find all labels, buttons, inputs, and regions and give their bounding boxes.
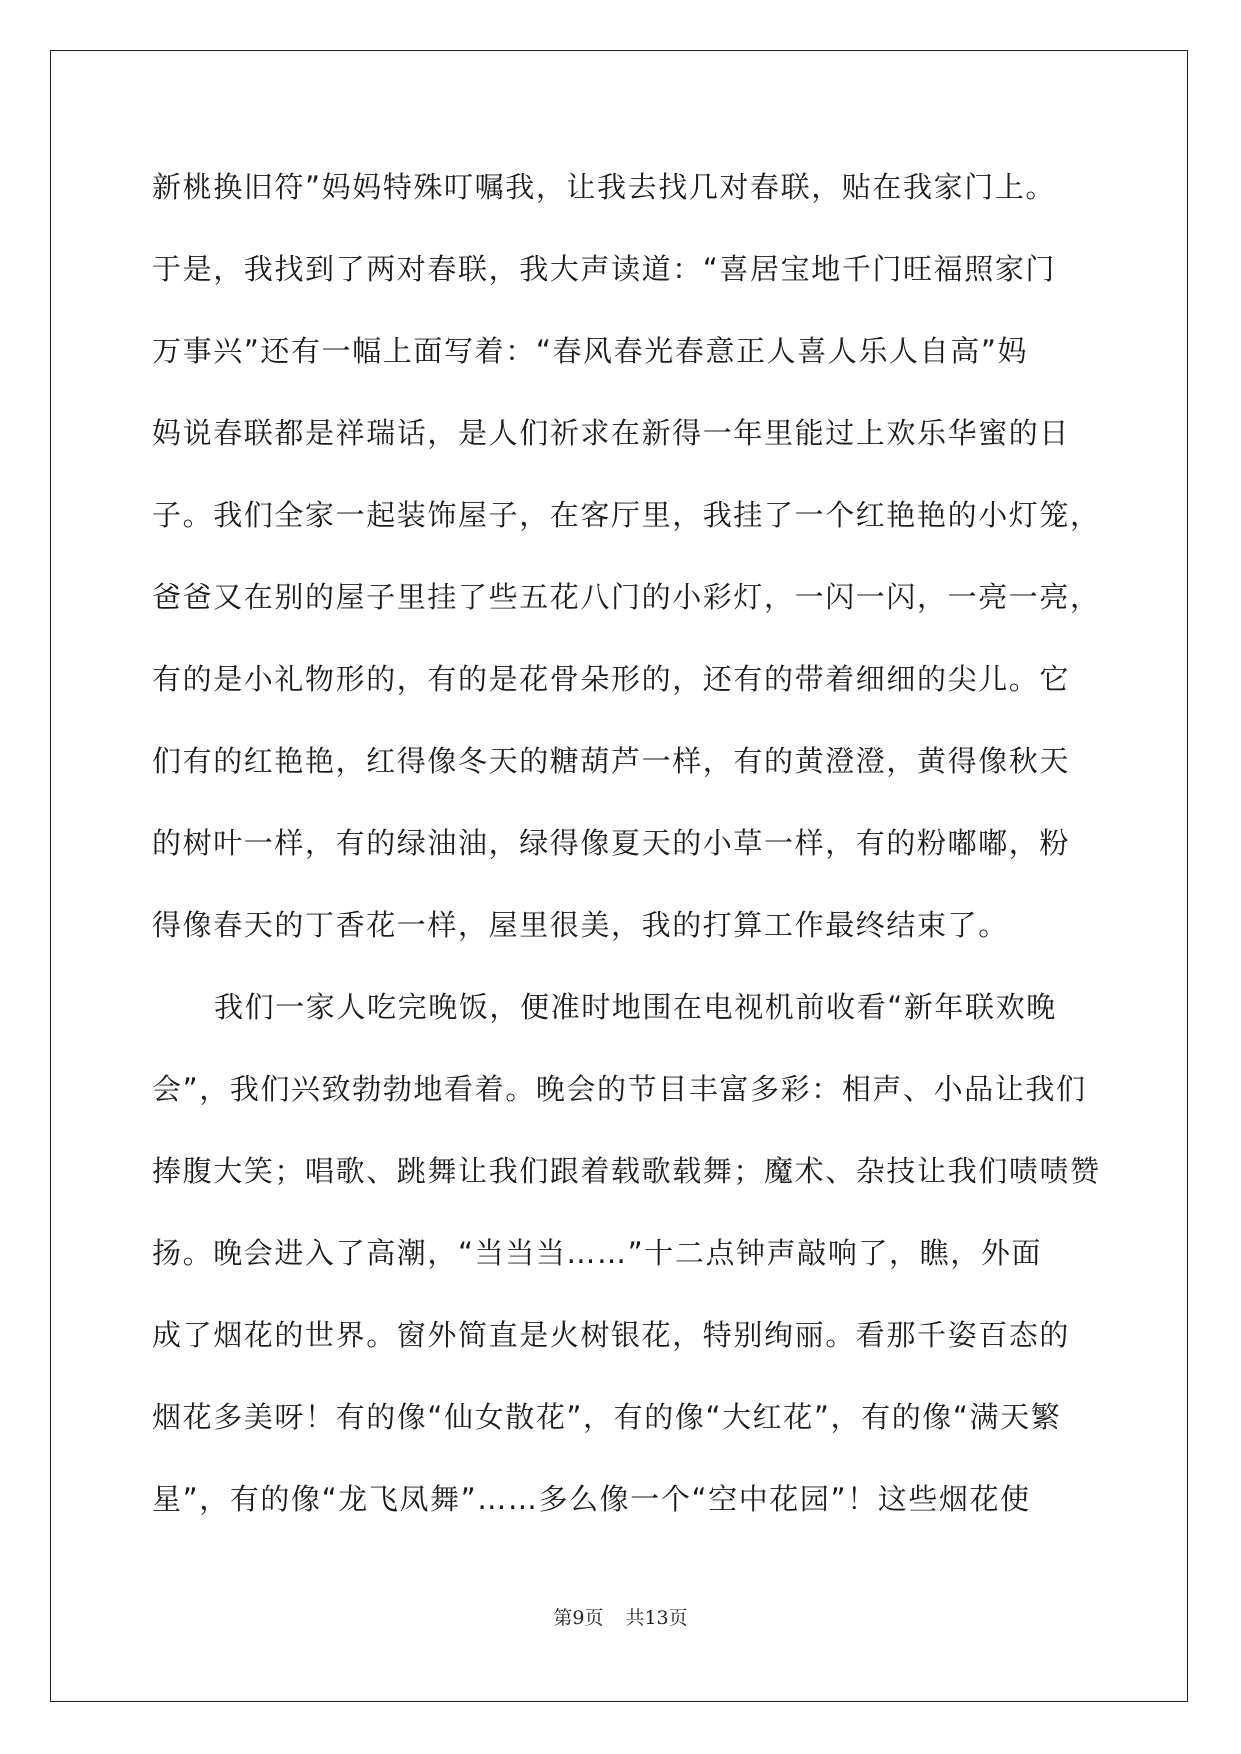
page-footer xyxy=(0,1603,1241,1630)
text-line: 新桃换旧符”妈妈特殊叮嘱我，让我去找几对春联，贴在我家门上。 xyxy=(152,170,1057,204)
page-number-current: 第9页 xyxy=(553,1607,604,1629)
text-line: 妈说春联都是祥瑞话，是人们祈求在新得一年里能过上欢乐华蜜的日 xyxy=(152,416,1071,450)
text-line: 万事兴”还有一幅上面写着：“春风春光春意正人喜人乐人自高”妈 xyxy=(152,334,1029,368)
text-line: 扬。晚会进入了高潮，“当当当……”十二点钟声敲响了，瞧，外面 xyxy=(152,1236,1043,1270)
paragraph-start-line: 我们一家人吃完晚饭，便准时地围在电视机前收看“新年联欢晚 xyxy=(214,990,1057,1024)
document-body xyxy=(152,157,1101,1551)
text-line: 于是，我找到了两对春联，我大声读道：“喜居宝地千门旺福照家门 xyxy=(152,252,1057,286)
text-line: 烟花多美呀！有的像“仙女散花”，有的像“大红花”，有的像“满天繁 xyxy=(152,1400,1062,1434)
text-line: 捧腹大笑；唱歌、跳舞让我们跟着载歌载舞；魔术、杂技让我们啧啧赞 xyxy=(152,1154,1101,1188)
page-number-total: 共13页 xyxy=(625,1607,688,1629)
text-line: 得像春天的丁香花一样，屋里很美，我的打算工作最终结束了。 xyxy=(152,908,1009,942)
text-line: 会”，我们兴致勃勃地看着。晚会的节目丰富多彩：相声、小品让我们 xyxy=(152,1072,1087,1106)
text-line: 成了烟花的世界。窗外简直是火树银花，特别绚丽。看那千姿百态的 xyxy=(152,1318,1071,1352)
text-line: 子。我们全家一起装饰屋子，在客厅里，我挂了一个红艳艳的小灯笼， xyxy=(152,498,1101,532)
text-line: 爸爸又在别的屋子里挂了些五花八门的小彩灯，一闪一闪，一亮一亮， xyxy=(152,580,1101,614)
text-line: 星”，有的像“龙飞凤舞”……多么像一个“空中花园”！这些烟花使 xyxy=(152,1482,1031,1516)
text-line: 有的是小礼物形的，有的是花骨朵形的，还有的带着细细的尖儿。它 xyxy=(152,662,1071,696)
text-line: 的树叶一样，有的绿油油，绿得像夏天的小草一样，有的粉嘟嘟，粉 xyxy=(152,826,1071,860)
text-line: 们有的红艳艳，红得像冬天的糖葫芦一样，有的黄澄澄，黄得像秋天 xyxy=(152,744,1071,778)
